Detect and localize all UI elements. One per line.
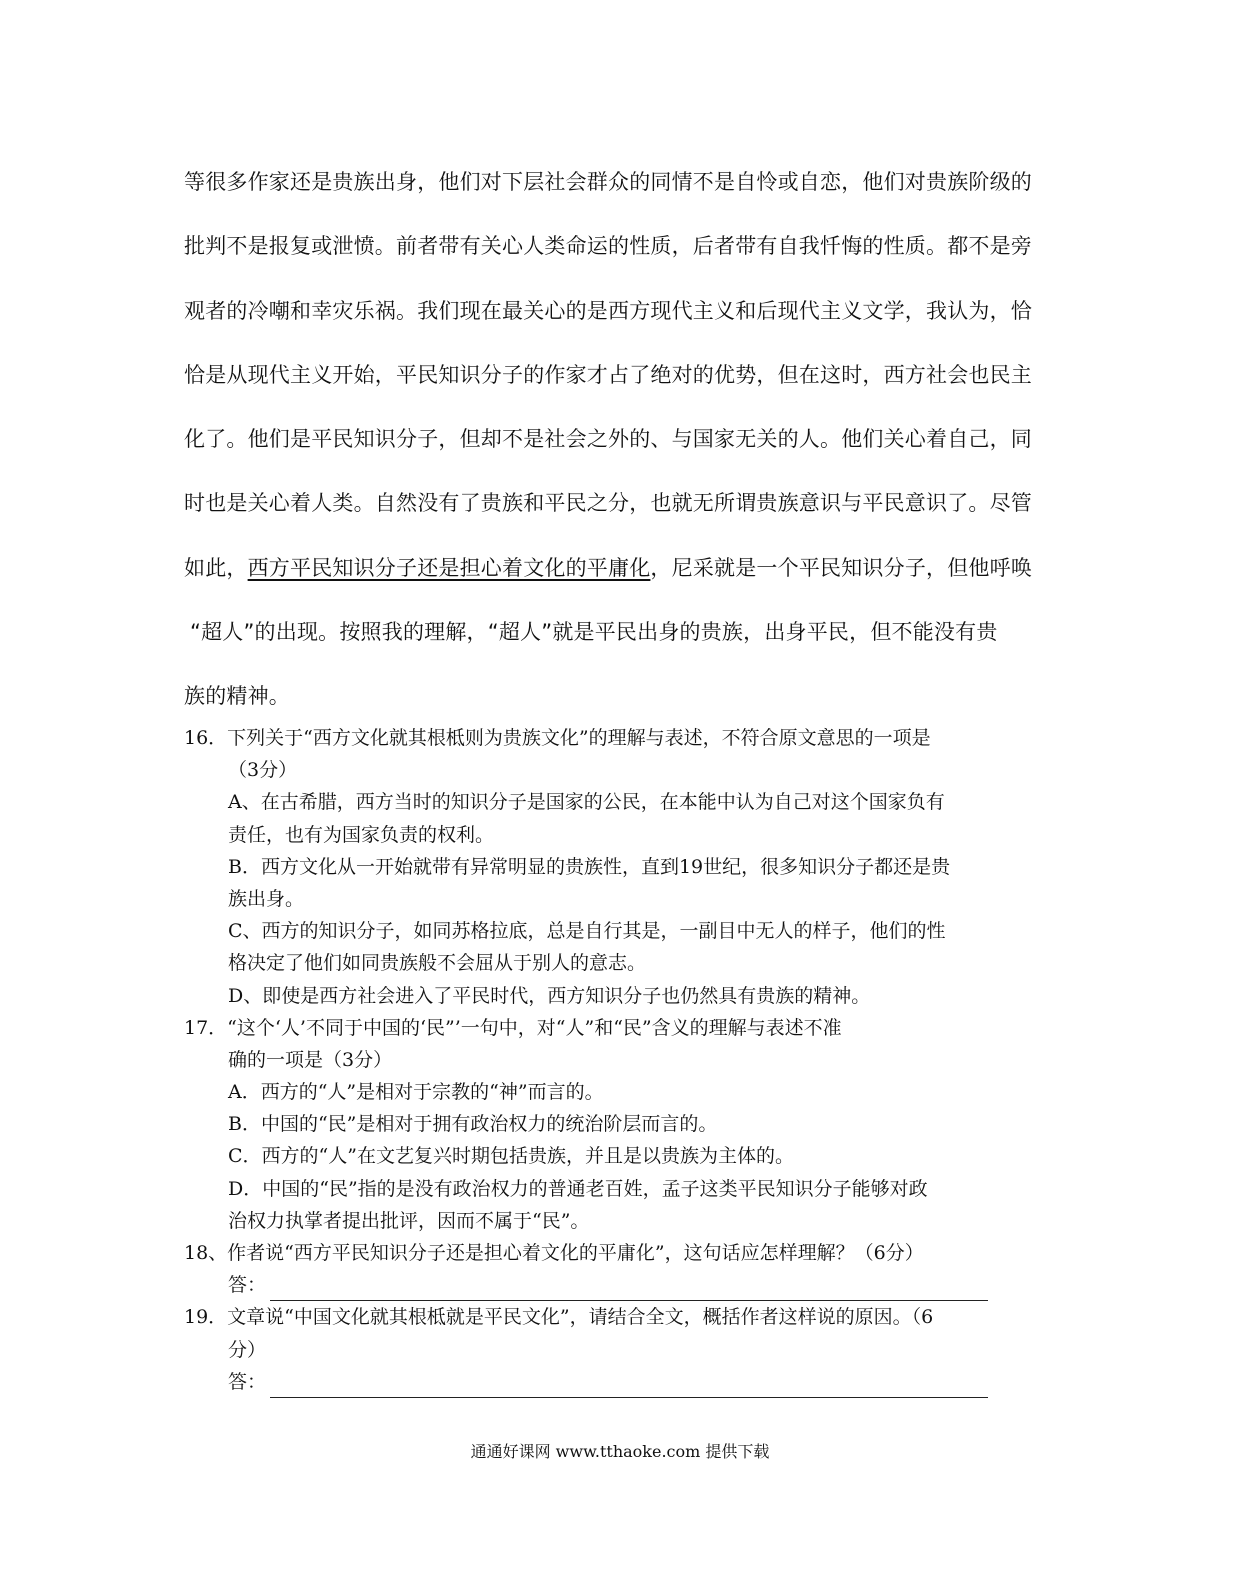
questions-section xyxy=(184,722,1044,1398)
footer-source: 通通好课网 www.tthaoke.com 提供下载 xyxy=(470,1442,770,1461)
answer-row xyxy=(184,1269,1044,1301)
passage-line: 化了。他们是平民知识分子，但却不是社会之外的、与国家无关的人。他们关心着自己，同 xyxy=(184,427,1032,452)
question-stem: 确的一项是（3分） xyxy=(228,1048,393,1071)
question-stem: 18、作者说“西方平民知识分子还是担心着文化的平庸化”，这句话应怎样理解？（6分） xyxy=(184,1242,924,1264)
question-19 xyxy=(184,1301,1044,1398)
passage-line: 族的精神。 xyxy=(184,684,290,709)
question-stem: （3分） xyxy=(228,759,298,782)
option-b: B．西方文化从一开始就带有异常明显的贵族性，直到19世纪，很多知识分子都还是贵 xyxy=(228,855,951,878)
question-stem: 分） xyxy=(228,1338,267,1361)
option-a: 责任，也有为国家负责的权利。 xyxy=(228,823,495,846)
question-stem: 16．下列关于“西方文化就其根柢则为贵族文化”的理解与表述，不符合原文意思的一项是 xyxy=(184,727,931,749)
passage-line: 等很多作家还是贵族出身，他们对下层社会群众的同情不是自怜或自恋，他们对贵族阶级的 xyxy=(184,170,1032,194)
passage-line: 批判不是报复或泄愤。前者带有关心人类命运的性质，后者带有自我忏悔的性质。都不是旁 xyxy=(184,234,1032,259)
underlined-quote: 西方平民知识分子还是担心着文化的平庸化 xyxy=(247,555,651,580)
answer-blank[interactable] xyxy=(270,1375,988,1398)
option-c: 格决定了他们如同贵族般不会屈从于别人的意志。 xyxy=(228,952,647,975)
passage-text: ，尼采就是一个平民知识分子，但他呼唤 xyxy=(650,555,1033,580)
question-stem: 19．文章说“中国文化就其根柢就是平民文化”，请结合全文，概括作者这样说的原因。（6 xyxy=(184,1306,934,1329)
answer-label: 答： xyxy=(228,1370,267,1393)
passage-line: 观者的冷嘲和幸灾乐祸。我们现在最关心的是西方现代主义和后现代主义文学，我认为，恰 xyxy=(184,298,1032,323)
answer-row xyxy=(184,1366,1044,1398)
option-c: C．西方的“人”在文艺复兴时期包括贵族，并且是以贵族为主体的。 xyxy=(228,1145,794,1168)
option-d: D．中国的“民”指的是没有政治权力的普通老百姓，孟子这类平民知识分子能够对政 xyxy=(228,1177,928,1200)
question-stem: 17．“这个‘人’不同于中国的‘民”’一句中，对“人”和“民”含义的理解与表述不准 xyxy=(184,1016,842,1039)
question-18 xyxy=(184,1237,1044,1301)
option-b: B．中国的“民”是相对于拥有政治权力的统治阶层而言的。 xyxy=(228,1113,718,1136)
answer-blank[interactable] xyxy=(270,1278,988,1301)
answer-label: 答： xyxy=(228,1274,267,1297)
reading-passage xyxy=(184,150,1044,729)
passage-line: “超人”的出现。按照我的理解，“超人”就是平民出身的贵族，出身平民，但不能没有贵 xyxy=(190,620,998,645)
question-16 xyxy=(184,722,1044,1012)
option-d: D、即使是西方社会进入了平民时代，西方知识分子也仍然具有贵族的精神。 xyxy=(228,984,871,1007)
passage-line: 恰是从现代主义开始，平民知识分子的作家才占了绝对的优势，但在这时，西方社会也民主 xyxy=(184,362,1032,387)
option-b: 族出身。 xyxy=(228,887,305,910)
question-17 xyxy=(184,1012,1044,1237)
option-c: C、西方的知识分子，如同苏格拉底，总是自行其是，一副目中无人的样子，他们的性 xyxy=(228,920,946,943)
passage-text: 如此， xyxy=(184,555,248,580)
passage-line xyxy=(184,536,1044,600)
option-a: A．西方的“人”是相对于宗教的“神”而言的。 xyxy=(228,1081,604,1104)
option-d: 治权力执掌者提出批评，因而不属于“民”。 xyxy=(228,1209,590,1232)
passage-line: 时也是关心着人类。自然没有了贵族和平民之分，也就无所谓贵族意识与平民意识了。尽管 xyxy=(184,491,1032,516)
option-a: A、在古希腊，西方当时的知识分子是国家的公民，在本能中认为自己对这个国家负有 xyxy=(228,791,945,814)
